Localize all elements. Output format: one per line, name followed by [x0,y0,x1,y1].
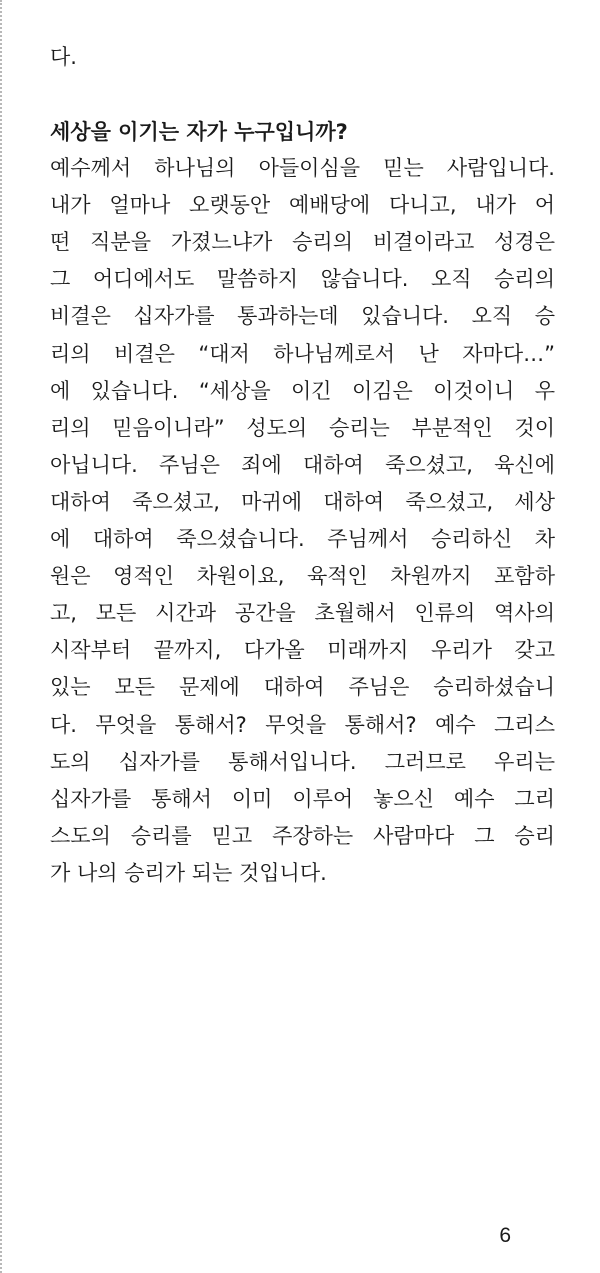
paragraph-line: 에 있습니다. “세상을 이긴 이김은 이것이니 우 [50,378,555,403]
paragraph-line: 있는 모든 문제에 대하여 주님은 승리하셨습니 [50,675,555,700]
paragraph-line: 에 대하여 죽으셨습니다. 주님께서 승리하신 차 [50,527,555,551]
paragraph-line: 스도의 승리를 믿고 주장하는 사람마다 그 승리 [50,823,555,848]
book-page [50,0,555,1273]
paragraph-line: 고, 모든 시간과 공간을 초월해서 인류의 역사의 [50,601,555,626]
paragraph-line: 예수께서 하나님의 아들이심을 믿는 사람입니다. [50,156,555,180]
paragraph-line: 원은 영적인 차원이요, 육적인 차원까지 포함하 [50,564,555,589]
paragraph-line: 도의 십자가를 통해서입니다. 그러므로 우리는 [50,749,555,774]
paragraph-line: 다. 무엇을 통해서? 무엇을 통해서? 예수 그리스 [50,712,555,737]
paragraph-line: 시작부터 끝까지, 다가올 미래까지 우리가 갖고 [50,638,555,663]
paragraph-line: 대하여 죽으셨고, 마귀에 대하여 죽으셨고, 세상 [50,489,555,514]
paragraph-line: 비결은 십자가를 통과하는데 있습니다. 오직 승 [50,304,555,329]
carryover-line: 다. [50,45,77,69]
section-heading: 세상을 이기는 자가 누구입니까? [50,120,348,144]
paragraph-line: 가 나의 승리가 되는 것입니다. [50,860,327,885]
paragraph-line: 십자가를 통해서 이미 이루어 놓으신 예수 그리 [50,786,555,811]
paragraph-line: 내가 얼마나 오랫동안 예배당에 다니고, 내가 어 [50,193,555,218]
paragraph-line: 아닙니다. 주님은 죄에 대하여 죽으셨고, 육신에 [50,452,555,477]
page-number: 6 [499,1224,511,1247]
paragraph-line: 리의 믿음이니라” 성도의 승리는 부분적인 것이 [50,415,555,440]
page-left-dotted-border [0,0,4,1273]
paragraph-line: 그 어디에서도 말씀하지 않습니다. 오직 승리의 [50,267,555,292]
paragraph-line: 떤 직분을 가졌느냐가 승리의 비결이라고 성경은 [50,230,555,255]
paragraph-line: 리의 비결은 “대저 하나님께로서 난 자마다…” [50,341,555,366]
